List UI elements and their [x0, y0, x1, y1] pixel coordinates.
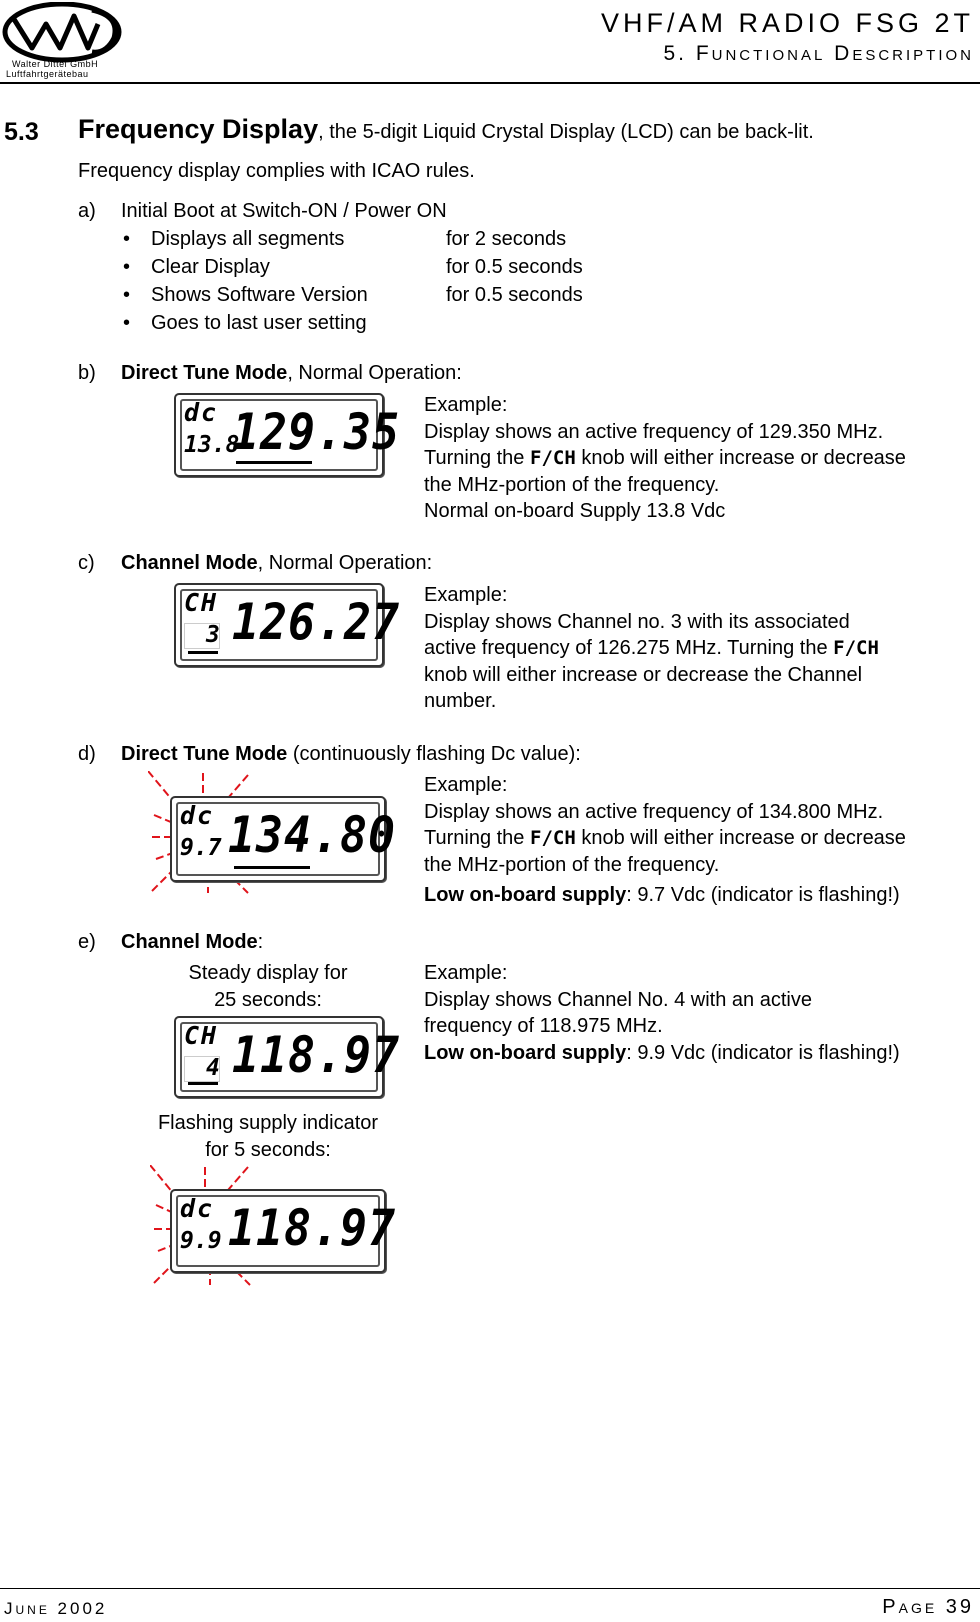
list-item: Shows Software Version: [151, 284, 368, 306]
lcd-supply-value: 9.9: [180, 1228, 222, 1254]
item-c-heading-rest: , Normal Operation:: [257, 552, 433, 574]
bullet-icon: •: [123, 228, 131, 250]
example-label: Example:: [424, 584, 508, 606]
footer-rule: [0, 1588, 980, 1589]
lcd-supply-value: 9.7: [180, 835, 222, 861]
lcd-frequency: 118.97: [228, 1199, 396, 1257]
example-line: the MHz-portion of the frequency.: [424, 473, 720, 496]
item-c-heading: [121, 550, 432, 576]
company-subtitle: Luftfahrtgerätebau: [6, 69, 89, 79]
item-d-heading-bold: Direct Tune Mode: [121, 743, 288, 765]
example-label: Example:: [424, 962, 508, 984]
item-b-heading-bold: Direct Tune Mode: [121, 362, 288, 384]
lcd-frequency: 126.27: [232, 593, 400, 651]
lcd-display-c: [174, 583, 400, 667]
example-line: knob will either increase or decrease the Channel: [424, 663, 863, 686]
item-d-heading: [121, 741, 581, 767]
bullet-icon: •: [123, 312, 131, 334]
example-line: Display shows Channel no. 3 with its associated: [424, 610, 850, 633]
example-line: Normal on-board Supply 13.8 Vdc: [424, 500, 726, 522]
list-item-value: for 2 seconds: [446, 228, 567, 250]
lcd-mode-tag: CH: [184, 588, 219, 617]
item-a-letter: a): [78, 200, 96, 222]
example-line: number.: [424, 690, 497, 712]
caption-flashing: Flashing supply indicator for 5 seconds:: [157, 1112, 379, 1161]
item-c-letter: c): [78, 552, 95, 574]
lcd-mode-tag: CH: [184, 1021, 219, 1050]
example-line: Low on-board supply: 9.9 Vdc (indicator is flashing!): [424, 1041, 900, 1064]
lcd-channel-value: 4: [206, 1055, 220, 1081]
lcd-channel-value: 3: [206, 622, 220, 648]
lcd-underline: [188, 1082, 218, 1085]
example-line: Turning the F/CH knob will either increase or decrease: [424, 827, 906, 849]
item-d-example: [424, 772, 906, 909]
list-item-value: for 0.5 seconds: [446, 256, 583, 278]
section-heading: [78, 114, 814, 145]
example-line: Display shows an active frequency of 134.800 MHz.: [424, 800, 884, 823]
example-line: frequency of 118.975 MHz.: [424, 1015, 663, 1037]
lcd-underline: [236, 461, 312, 464]
item-c-heading-bold: Channel Mode: [121, 552, 258, 574]
lcd-frequency: 118.97: [232, 1026, 400, 1084]
lcd-underline: [234, 866, 310, 869]
bullet-icon: •: [123, 284, 131, 306]
item-e-letter: e): [78, 931, 96, 953]
bullet-icon: •: [123, 256, 131, 278]
logo-company-name: [6, 59, 98, 79]
list-item: Clear Display: [151, 256, 270, 278]
footer-page-number: Page 39: [882, 1596, 974, 1618]
lcd-frequency: 134.80: [228, 806, 396, 864]
knob-label: F/CH: [530, 827, 576, 849]
item-b-heading: [121, 360, 462, 386]
list-item: Displays all segments: [151, 228, 345, 250]
example-line: Low on-board supply: 9.7 Vdc (indicator is flashing!): [424, 884, 900, 906]
example-line: the MHz-portion of the frequency.: [424, 853, 720, 876]
lcd-display-d: [170, 796, 396, 882]
section-title-rest: , the 5-digit Liquid Crystal Display (LCD) can be back-lit.: [318, 121, 814, 143]
caption-steady: Steady display for 25 seconds:: [188, 962, 348, 1011]
item-b-heading-rest: , Normal Operation:: [287, 362, 462, 384]
lcd-display-e1: [174, 1016, 400, 1098]
footer-date: June 2002: [4, 1599, 108, 1618]
item-e-heading-rest: :: [257, 931, 264, 953]
header-rule: [0, 82, 980, 84]
section-number: 5.3: [4, 118, 39, 146]
lcd-mode-tag: dc: [180, 801, 215, 830]
lcd-underline: [188, 651, 218, 654]
lcd-display-e2: [170, 1189, 396, 1273]
example-line: Display shows an active frequency of 129.350 MHz.: [424, 420, 884, 443]
item-b-letter: b): [78, 362, 96, 384]
section-intro: Frequency display complies with ICAO rules.: [78, 160, 475, 182]
list-item: Goes to last user setting: [151, 312, 367, 334]
chapter-title: 5. Functional Description: [663, 42, 974, 65]
company-name: Walter Dittel GmbH: [12, 59, 99, 69]
item-e-example: [424, 960, 900, 1066]
item-d-letter: d): [78, 743, 96, 765]
section-title: Frequency Display: [78, 114, 319, 144]
example-label: Example:: [424, 774, 508, 796]
item-b-example: [424, 392, 906, 525]
lcd-supply-value: 13.8: [184, 432, 240, 458]
item-e-heading-bold: Channel Mode: [121, 931, 258, 953]
knob-label: F/CH: [833, 637, 879, 659]
item-e-heading: [121, 929, 263, 955]
lcd-mode-tag: dc: [180, 1194, 215, 1223]
knob-label: F/CH: [530, 447, 576, 469]
lcd-frequency: 129.35: [232, 403, 400, 461]
item-a-heading: Initial Boot at Switch-ON / Power ON: [121, 200, 447, 222]
item-d-heading-rest: (continuously flashing Dc value):: [287, 743, 581, 765]
lcd-mode-tag: dc: [184, 398, 219, 427]
lcd-display-b: [174, 393, 400, 477]
list-item-value: for 0.5 seconds: [446, 284, 583, 306]
example-line: Turning the F/CH knob will either increase or decrease: [424, 447, 906, 469]
example-line: active frequency of 126.275 MHz. Turning the F/CH: [424, 637, 879, 659]
document-title: VHF/AM RADIO FSG 2T: [600, 8, 974, 38]
example-line: Display shows Channel No. 4 with an active: [424, 988, 812, 1011]
example-label: Example:: [424, 394, 508, 416]
item-c-example: [424, 582, 879, 715]
